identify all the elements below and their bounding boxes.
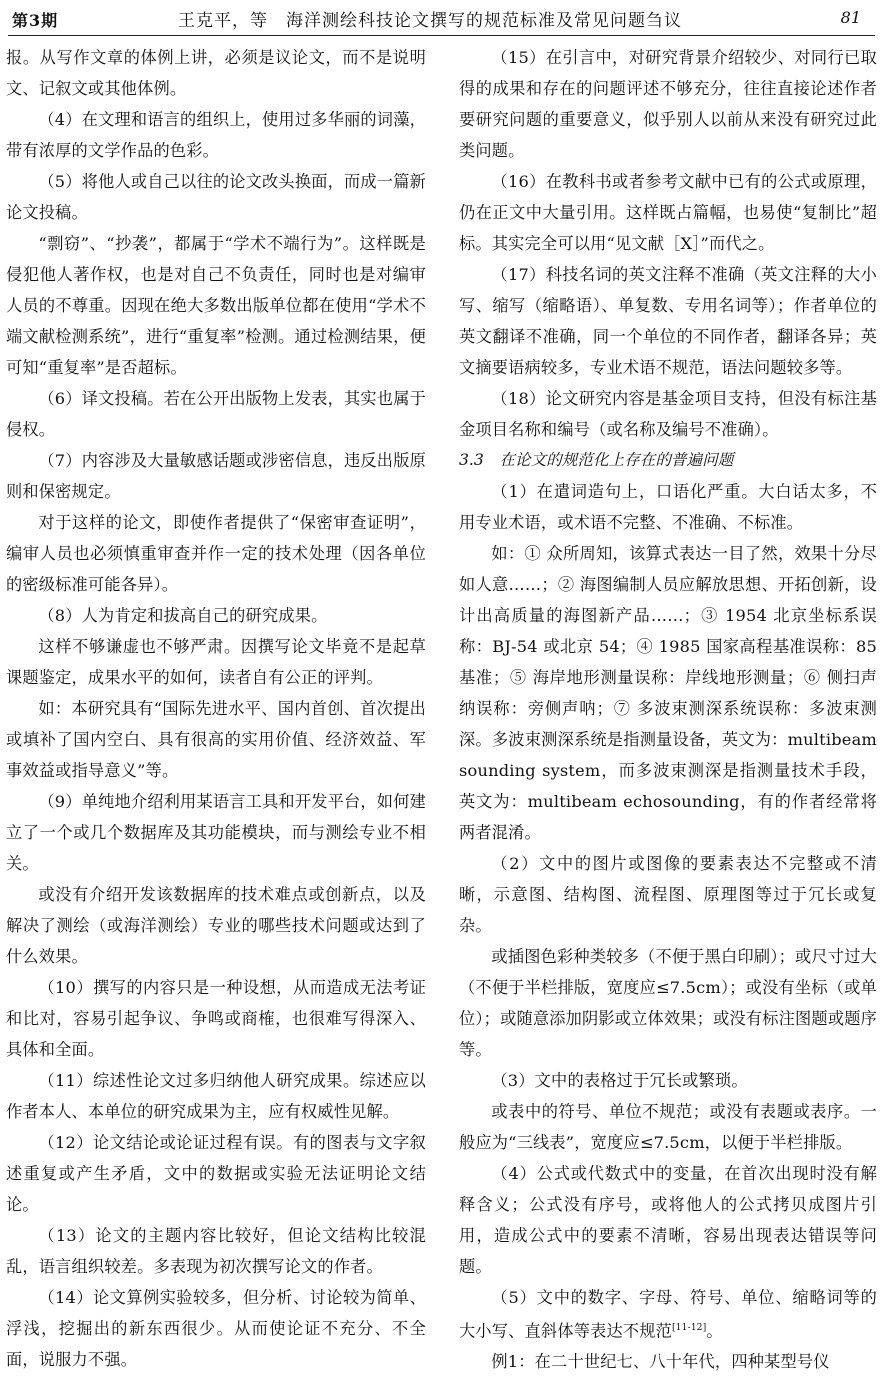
paragraph xyxy=(459,941,877,1065)
paragraph xyxy=(6,786,426,879)
paragraph-text: （4）在文理和语言的组织上，使用过多华丽的词藻，带有浓厚的文学作品的色彩。 xyxy=(6,110,426,160)
paragraph-text: （12）论文结论或论证过程有误。有的图表与文字叙述重复或产生矛盾，文中的数据或实验无法证明论文结论。 xyxy=(6,1133,426,1214)
paragraph-text: （2）文中的图片或图像的要素表达不完整或不清晰，示意图、结构图、流程图、原理图等过于冗长或复杂。 xyxy=(459,854,877,935)
paragraph-text: （10）撰写的内容只是一种设想，从而造成无法考证和比对，容易引起争议、争鸣或商榷，也很难写得深入、具体和全面。 xyxy=(6,978,426,1059)
paragraph-text: （5）将他人或自己以往的论文改头换面，而成一篇新论文投稿。 xyxy=(6,172,426,222)
paragraph xyxy=(459,848,877,941)
paragraph xyxy=(6,1282,426,1375)
paragraph xyxy=(459,383,877,445)
paragraph-text: （17）科技名词的英文注释不准确（英文注释的大小写、缩写（缩略语）、单复数、专用名词等）；作者单位的英文翻译不准确，同一个单位的不同作者，翻译各异；英文摘要语病较多，专业术语不规范，语法问题较多等。 xyxy=(459,265,877,377)
paragraph-text: 3.3 在论文的规范化上存在的普遍问题 xyxy=(459,451,734,469)
paragraph xyxy=(459,42,877,166)
paragraph-text: 报。从写作文章的体例上讲，必须是议论文，而不是说明文、记叙文或其他体例。 xyxy=(6,48,426,98)
paragraph xyxy=(459,476,877,538)
paragraph xyxy=(459,1096,877,1158)
page-header xyxy=(0,0,883,36)
paragraph-text: 或表中的符号、单位不规范；或没有表题或表序。一般应为“三线表”，宽度应≤7.5cm，以便于半栏排版。 xyxy=(459,1102,877,1152)
page-number: 81 xyxy=(840,8,861,27)
paragraph xyxy=(459,1346,877,1377)
paragraph-tail: 。 xyxy=(706,1321,723,1341)
journal-issue: 第3期 xyxy=(12,11,59,30)
paragraph-text: （11）综述性论文过多归纳他人研究成果。综述应以作者本人、本单位的研究成果为主，应有权威性见解。 xyxy=(6,1071,426,1121)
paragraph-text: （8）人为肯定和拔高自己的研究成果。 xyxy=(38,606,328,625)
paragraph-text: 或没有介绍开发该数据库的技术难点或创新点，以及解决了测绘（或海洋测绘）专业的哪些技术问题或达到了什么效果。 xyxy=(6,885,426,966)
paragraph xyxy=(459,1065,877,1096)
paragraph xyxy=(6,1065,426,1127)
paragraph-text: 或插图色彩种类较多（不便于黑白印刷）；或尺寸过大（不便于半栏排版，宽度应≤7.5cm）；或没有坐标（或单位）；或随意添加阴影或立体效果；或没有标注图题或题序等。 xyxy=(459,947,877,1059)
paragraph-text: （16）在教科书或者参考文献中已有的公式或原理，仍在正文中大量引用。这样既占篇幅，也易使“复制比”超标。其实完全可以用“见文献［X］”而代之。 xyxy=(459,172,877,253)
paragraph-text: 对于这样的论文，即使作者提供了“保密审查证明”，编审人员也必须慎重审查并作一定的技术处理（因各单位的密级标准可能各异）。 xyxy=(6,513,426,594)
section-heading xyxy=(459,445,877,476)
paragraph xyxy=(6,1127,426,1220)
paragraph xyxy=(459,1282,877,1346)
paragraph xyxy=(6,1220,426,1282)
paragraph xyxy=(459,538,877,848)
paragraph-text: “剽窃”、“抄袭”，都属于“学术不端行为”。这样既是侵犯他人著作权，也是对自己不负责任，同时也是对编审人员的不尊重。因现在绝大多数出版单位都在使用“学术不端文献检测系统”，进行“重复率”检测。通过检测结果，便可知“重复率”是否超标。 xyxy=(6,234,426,377)
paragraph-text: 如：本研究具有“国际先进水平、国内首创、首次提出或填补了国内空白、具有很高的实用价值、经济效益、军事效益或指导意义”等。 xyxy=(6,699,426,780)
paragraph xyxy=(6,445,426,507)
paragraph xyxy=(6,166,426,228)
paragraph xyxy=(6,383,426,445)
paragraph-text: （14）论文算例实验较多，但分析、讨论较为简单、浮浅，挖掘出的新东西很少。从而使论证不充分、不全面，说服力不强。 xyxy=(6,1288,426,1369)
paragraph xyxy=(459,259,877,383)
paragraph-text: （4）公式或代数式中的变量，在首次出现时没有解释含义；公式没有序号，或将他人的公式拷贝成图片引用，造成公式中的要素不清晰，容易出现表达错误等问题。 xyxy=(459,1164,877,1276)
right-column xyxy=(459,42,877,1377)
paragraph xyxy=(6,972,426,1065)
paragraph-text: （18）论文研究内容是基金项目支持，但没有标注基金项目名称和编号（或名称及编号不准确）。 xyxy=(459,389,877,439)
paragraph-text: （6）译文投稿。若在公开出版物上发表，其实也属于侵权。 xyxy=(6,389,426,439)
paragraph-text: （7）内容涉及大量敏感话题或涉密信息，违反出版原则和保密规定。 xyxy=(6,451,426,501)
paragraph xyxy=(6,600,426,631)
paragraph-text: （13）论文的主题内容比较好，但论文结构比较混乱，语言组织较差。多表现为初次撰写论文的作者。 xyxy=(6,1226,426,1276)
header-rule xyxy=(8,35,875,36)
paragraph xyxy=(6,228,426,383)
paragraph xyxy=(6,42,426,104)
paragraph xyxy=(459,166,877,259)
paragraph-text: （3）文中的表格过于冗长或繁琐。 xyxy=(491,1071,748,1090)
paragraph xyxy=(459,1158,877,1282)
paragraph-text: （5）文中的数字、字母、符号、单位、缩略词等的大小写、直斜体等表达不规范 xyxy=(459,1288,877,1341)
paragraph xyxy=(6,693,426,786)
paragraph-text: （9）单纯地介绍利用某语言工具和开发平台，如何建立了一个或几个数据库及其功能模块，而与测绘专业不相关。 xyxy=(6,792,426,873)
paragraph-text: 这样不够谦虚也不够严肃。因撰写论文毕竟不是起草课题鉴定，成果水平的如何，读者自有公正的评判。 xyxy=(6,637,426,687)
paragraph xyxy=(6,879,426,972)
citation-ref: [11-12] xyxy=(672,1323,707,1333)
running-title: 王克平，等 海洋测绘科技论文撰写的规范标准及常见问题刍议 xyxy=(178,11,682,31)
paragraph-text: （15）在引言中，对研究背景介绍较少、对同行已取得的成果和存在的问题评述不够充分，往往直接论述作者要研究问题的重要意义，似乎别人以前从来没有研究过此类问题。 xyxy=(459,48,877,160)
paragraph xyxy=(6,631,426,693)
paragraph-text: 例1：在二十世纪七、八十年代，四种某型号仪 xyxy=(491,1352,830,1372)
left-column xyxy=(6,42,426,1375)
paragraph-text: 如：① 众所周知，该算式表达一目了然，效果十分尽如人意……；② 海图编制人员应解放思想、开拓创新，设计出高质量的海图新产品……；③ 1954 北京坐标系误称：BJ-54 或北京 54；④ 1985 国家高程基准误称：85 基准；⑤ 海岸地形测量误称：岸线地形测量；⑥ 侧扫声纳误称：旁侧声呐；⑦ 多波束测深系统误称：多波束测深。多波束测深系统是指测量设备，英文为：multibeam sounding system，而多波束测深是指测量技术手段，英文为：multibeam echosounding，有的作者经常将两者混淆。 xyxy=(459,544,877,842)
paragraph xyxy=(6,104,426,166)
paragraph xyxy=(6,507,426,600)
paragraph-text: （1）在遣词造句上，口语化严重。大白话太多，不用专业术语，或术语不完整、不准确、不标准。 xyxy=(459,482,877,532)
